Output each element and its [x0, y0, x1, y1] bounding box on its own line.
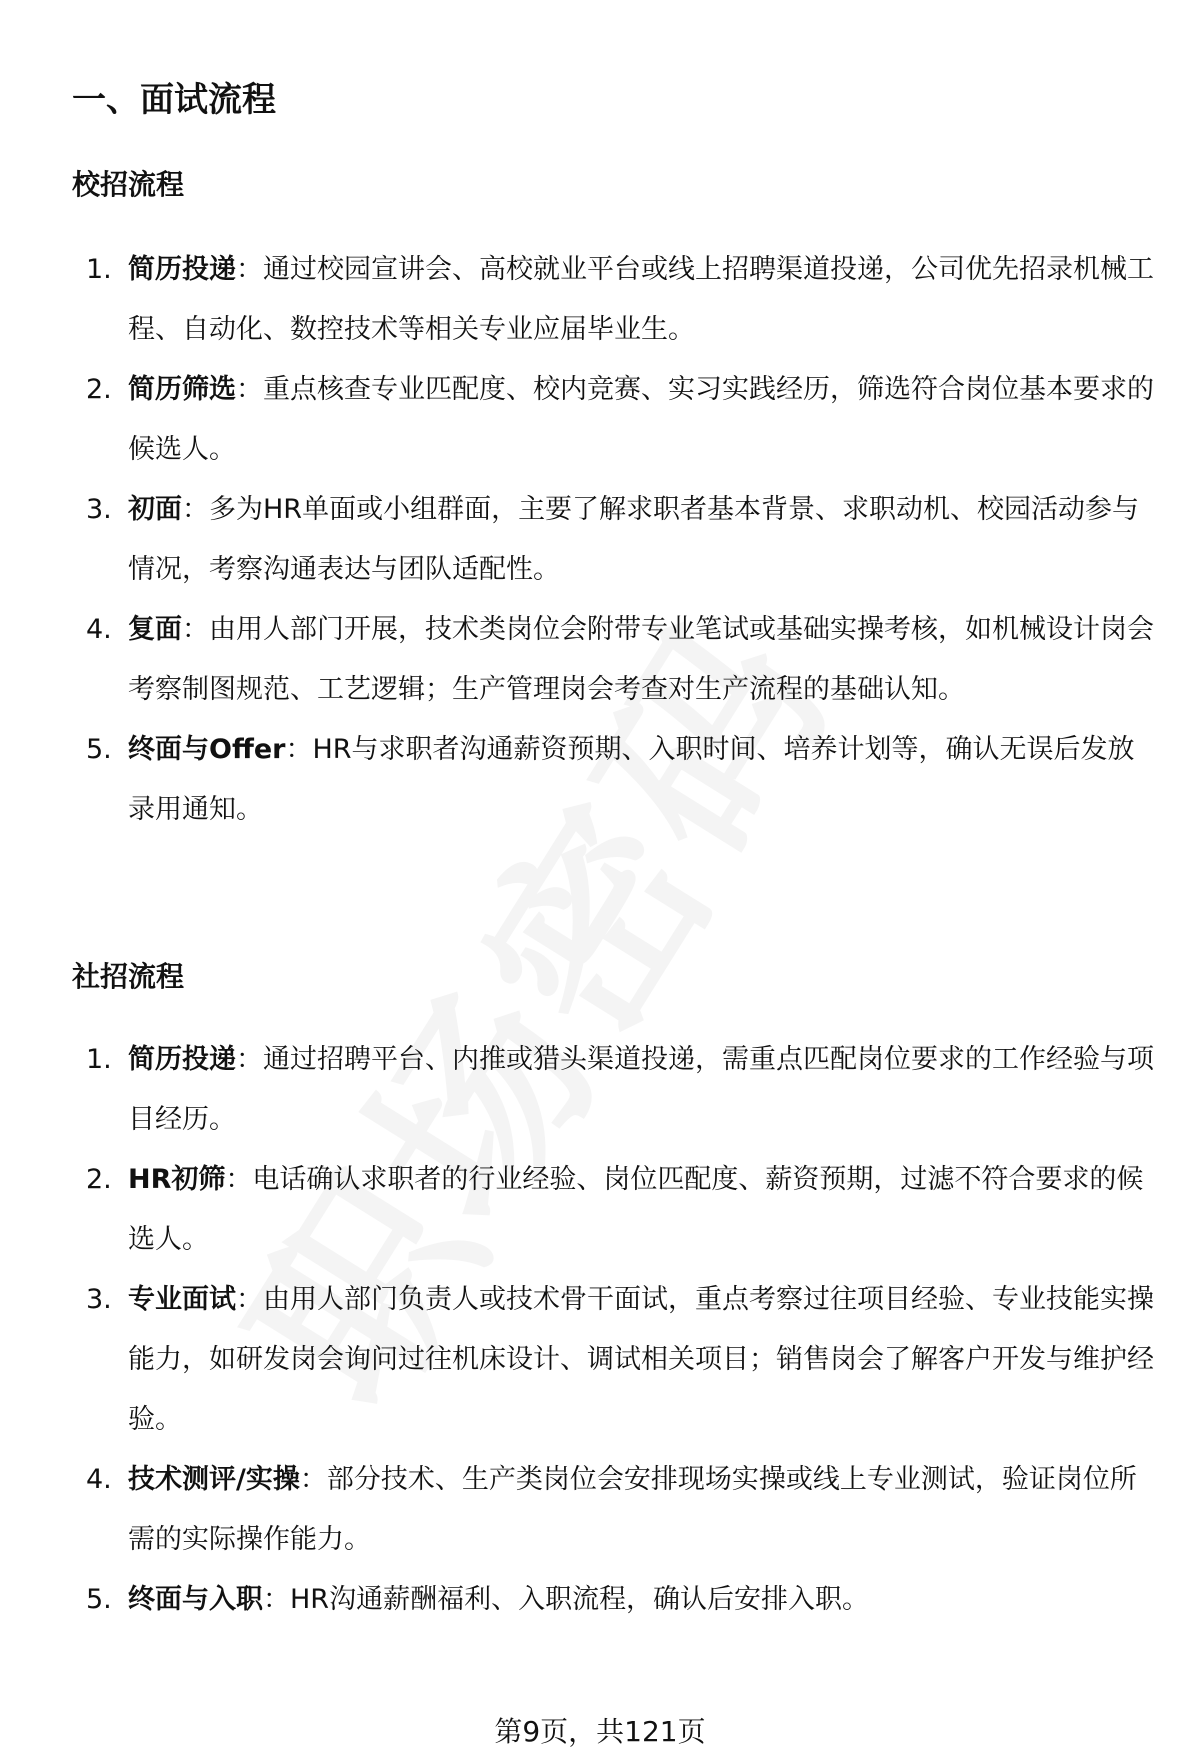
item-text: ：多为HR单面或小组群面，主要了解求职者基本背景、求职动机、校园活动参与情况，考察沟通表达与团队适配性。: [128, 494, 1140, 585]
item-number: 4.: [86, 614, 112, 645]
item-number: 4.: [86, 1464, 112, 1495]
item-number: 2.: [86, 1164, 112, 1195]
item-term: 专业面试: [128, 1284, 236, 1315]
item-term: 简历投递: [128, 254, 236, 285]
section-title-social: 社招流程: [72, 960, 185, 993]
item-text: ：重点核查专业匹配度、校内竞赛、实习实践经历，筛选符合岗位基本要求的候选人。: [128, 374, 1154, 465]
item-term: 终面与入职: [128, 1584, 263, 1615]
item-text: ：由用人部门开展，技术类岗位会附带专业笔试或基础实操考核，如机械设计岗会考察制图规范、工艺逻辑；生产管理岗会考查对生产流程的基础认知。: [128, 614, 1154, 705]
item-term: 简历投递: [128, 1044, 236, 1075]
item-term: 复面: [128, 614, 182, 645]
list-item: [0, 240, 1200, 360]
list-item: [0, 1150, 1200, 1270]
item-number: 1.: [86, 254, 112, 285]
item-number: 3.: [86, 1284, 112, 1315]
item-number: 2.: [86, 374, 112, 405]
list-item: [0, 1270, 1200, 1450]
item-number: 3.: [86, 494, 112, 525]
list-item: [0, 1570, 1200, 1630]
list-item: [0, 1030, 1200, 1150]
social-steps-list: [0, 1030, 1200, 1630]
item-number: 5.: [86, 734, 112, 765]
item-term: 初面: [128, 494, 182, 525]
section-title-campus: 校招流程: [72, 168, 185, 201]
list-item: [0, 720, 1200, 840]
item-term: 终面与Offer: [128, 734, 286, 765]
item-text: ：通过校园宣讲会、高校就业平台或线上招聘渠道投递，公司优先招录机械工程、自动化、数控技术等相关专业应届毕业生。: [128, 254, 1154, 345]
item-term: HR初筛: [128, 1164, 226, 1195]
item-number: 5.: [86, 1584, 112, 1615]
item-number: 1.: [86, 1044, 112, 1075]
item-text: ：电话确认求职者的行业经验、岗位匹配度、薪资预期，过滤不符合要求的候选人。: [128, 1164, 1144, 1255]
page-heading: 一、面试流程: [72, 80, 276, 120]
item-text: ：部分技术、生产类岗位会安排现场实操或线上专业测试，验证岗位所需的实际操作能力。: [128, 1464, 1137, 1555]
page-footer: 第9页，共121页: [494, 1715, 706, 1748]
item-term: 简历筛选: [128, 374, 236, 405]
list-item: [0, 360, 1200, 480]
list-item: [0, 480, 1200, 600]
item-text: ：HR与求职者沟通薪资预期、入职时间、培养计划等，确认无误后发放录用通知。: [128, 734, 1135, 825]
list-item: [0, 600, 1200, 720]
item-text: ：HR沟通薪酬福利、入职流程，确认后安排入职。: [263, 1584, 870, 1615]
list-item: [0, 1450, 1200, 1570]
item-text: ：通过招聘平台、内推或猎头渠道投递，需重点匹配岗位要求的工作经验与项目经历。: [128, 1044, 1154, 1135]
item-text: ：由用人部门负责人或技术骨干面试，重点考察过往项目经验、专业技能实操能力，如研发岗会询问过往机床设计、调试相关项目；销售岗会了解客户开发与维护经验。: [128, 1284, 1154, 1435]
item-term: 技术测评/实操: [128, 1464, 300, 1495]
campus-steps-list: [0, 240, 1200, 840]
